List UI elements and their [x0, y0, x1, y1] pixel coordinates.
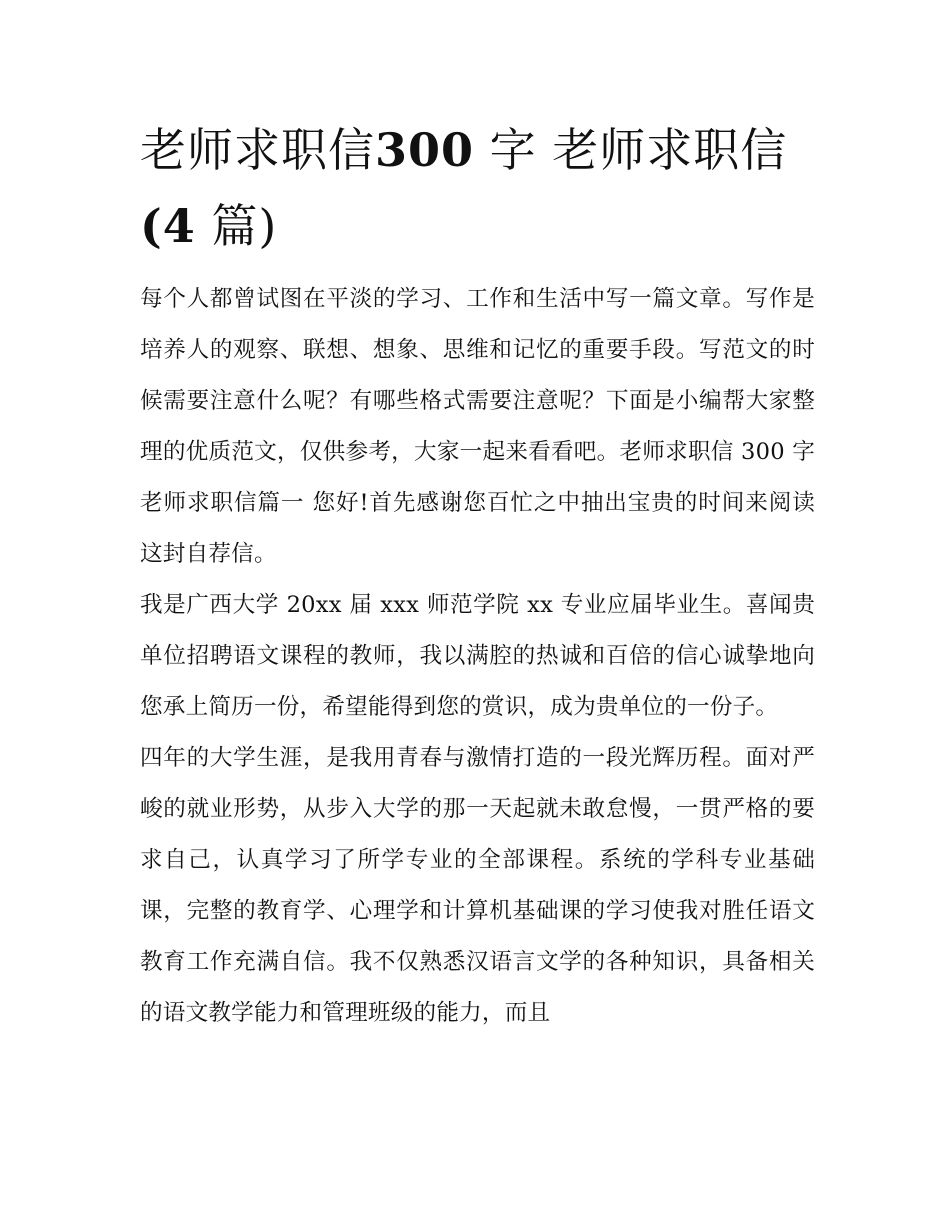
paragraph-intro: 每个人都曾试图在平淡的学习、工作和生活中写一篇文章。写作是培养人的观察、联想、想象、思维和记忆的重要手段。写范文的时候需要注意什么呢？有哪些格式需要注意呢？下面是小编帮大家整理的优质范文，仅供参考，大家一起来看看吧。老师求职信 300 字 老师求职信篇一 您好!首先感谢您百忙之中抽出宝贵的时间来阅读这封自荐信。: [140, 286, 815, 567]
body-text: [140, 274, 815, 1039]
title-text-2: 字 老师求职信: [474, 123, 788, 177]
title-number-1: 300: [375, 123, 475, 177]
title-number-2: (4: [140, 199, 196, 253]
title-text-1: 老师求职信: [140, 123, 375, 177]
page-title: [140, 112, 820, 264]
paragraph-university-life: 四年的大学生涯，是我用青春与激情打造的一段光辉历程。面对严峻的就业形势，从步入大学的那一天起就未敢怠慢，一贯严格的要求自己，认真学习了所学专业的全部课程。系统的学科专业基础课，完整的教育学、心理学和计算机基础课的学习使我对胜任语文教育工作充满自信。我不仅熟悉汉语言文学的各种知识，具备相关的语文教学能力和管理班级的能力，而且: [140, 745, 815, 1026]
title-text-3: 篇): [195, 199, 278, 253]
paragraph-self-introduction: 我是广西大学 20xx 届 xxx 师范学院 xx 专业应届毕业生。喜闻贵单位招聘语文课程的教师，我以满腔的热诚和百倍的信心诚挚地向您承上简历一份，希望能得到您的赏识，成为贵单位的一份子。: [140, 592, 815, 720]
